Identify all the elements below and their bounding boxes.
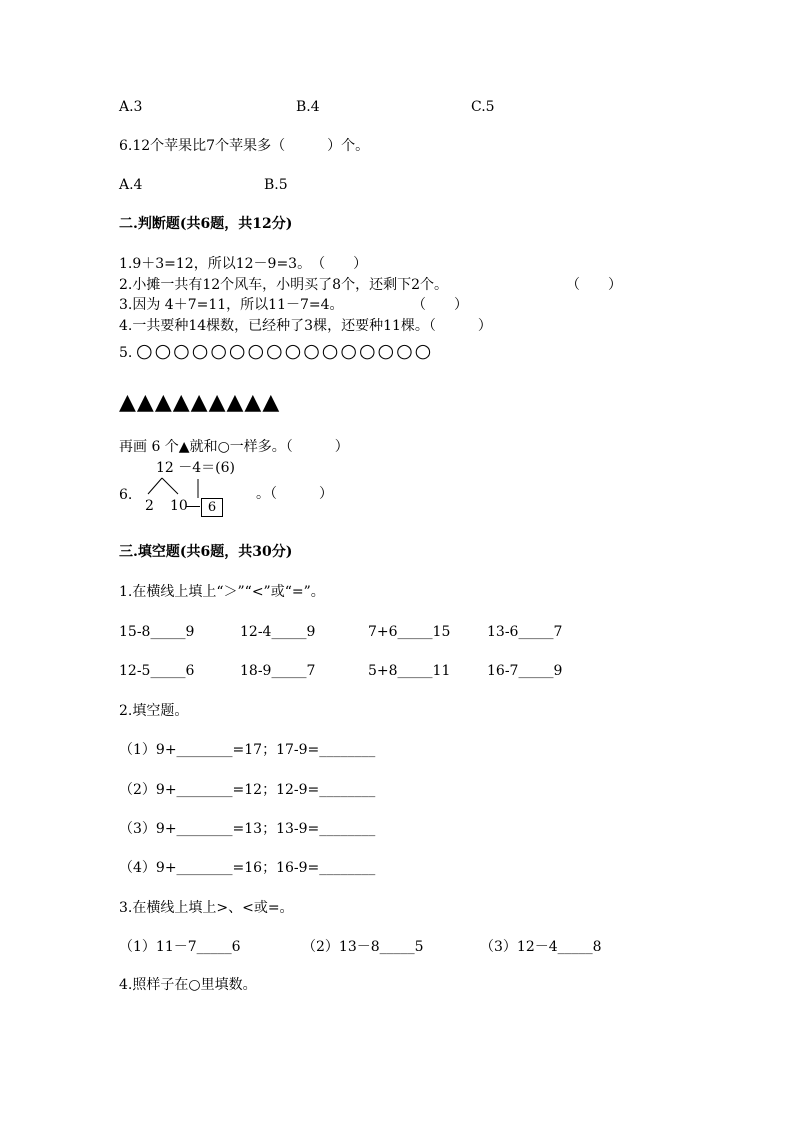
judge-item-2-paren: （ ） — [566, 277, 622, 293]
fill-q1-title: 1.在横线上填上“＞”“<”或“=”。 — [119, 584, 325, 600]
compare-item: 18-9_____7 — [240, 663, 316, 679]
compare-item: （2）13－8_____5 — [302, 939, 424, 955]
q6-option-b: B.5 — [264, 177, 288, 193]
compare-item: （1）11－7_____6 — [119, 939, 241, 955]
question-6: 6.12个苹果比7个苹果多（ ）个。 — [119, 138, 370, 154]
judge-item-6-label: 6. — [119, 487, 133, 503]
answer-box: 6 — [201, 498, 223, 517]
judge-item-5-text: 再画 6 个▲就和○一样多。（ ） — [119, 439, 349, 455]
fill-line: （1）9+________=17；17-9=________ — [119, 742, 376, 758]
split-mid: 10 — [170, 498, 188, 514]
judge-item-3-paren: （ ） — [412, 297, 468, 313]
fill-line: （3）9+________=13；13-9=________ — [119, 821, 376, 837]
judge-item-3: 3.因为 4＋7=11，所以11－7=4。 — [119, 297, 344, 313]
compare-item: 12-4_____9 — [240, 624, 316, 640]
q6-option-a: A.4 — [119, 177, 143, 193]
split-expression: 12 －4＝(6) — [156, 460, 236, 476]
connector-line — [186, 506, 200, 507]
split-lines — [140, 476, 210, 500]
split-left: 2 — [145, 498, 154, 514]
section-3-heading: 三.填空题(共6题，共30分) — [119, 544, 293, 560]
judge-item-1: 1.9＋3=12，所以12－9=3。 （ ） — [119, 256, 368, 272]
judge-item-4: 4.一共要种14棵数，已经种了3棵，还要种11棵。（ ） — [119, 318, 492, 334]
compare-item: 5+8_____11 — [368, 663, 451, 679]
circles-row: ○○○○○○○○○○○○○○○○ — [136, 340, 434, 362]
section-2-heading: 二.判断题(共6题，共12分) — [119, 216, 293, 232]
option-b: B.4 — [296, 99, 320, 115]
option-a: A.3 — [119, 99, 143, 115]
compare-item: 15-8_____9 — [119, 624, 195, 640]
compare-item: 13-6_____7 — [487, 624, 563, 640]
compare-item: 7+6_____15 — [368, 624, 451, 640]
fill-q4-title: 4.照样子在○里填数。 — [119, 977, 257, 993]
judge-item-6-end: 。（ ） — [256, 486, 333, 502]
compare-item: 16-7_____9 — [487, 663, 563, 679]
fill-line: （4）9+________=16；16-9=________ — [119, 860, 376, 876]
triangles-row: ▲▲▲▲▲▲▲▲▲ — [119, 390, 281, 415]
compare-item: 12-5_____6 — [119, 663, 195, 679]
compare-item: （3）12－4_____8 — [480, 939, 602, 955]
fill-q3-title: 3.在横线上填上>、<或=。 — [119, 900, 294, 916]
fill-q2-title: 2.填空题。 — [119, 703, 189, 719]
judge-item-2: 2.小摊一共有12个风车，小明买了8个，还剩下2个。 — [119, 277, 448, 293]
fill-line: （2）9+________=12；12-9=________ — [119, 782, 376, 798]
judge-item-5-label: 5. — [119, 345, 133, 361]
option-c: C.5 — [471, 99, 495, 115]
